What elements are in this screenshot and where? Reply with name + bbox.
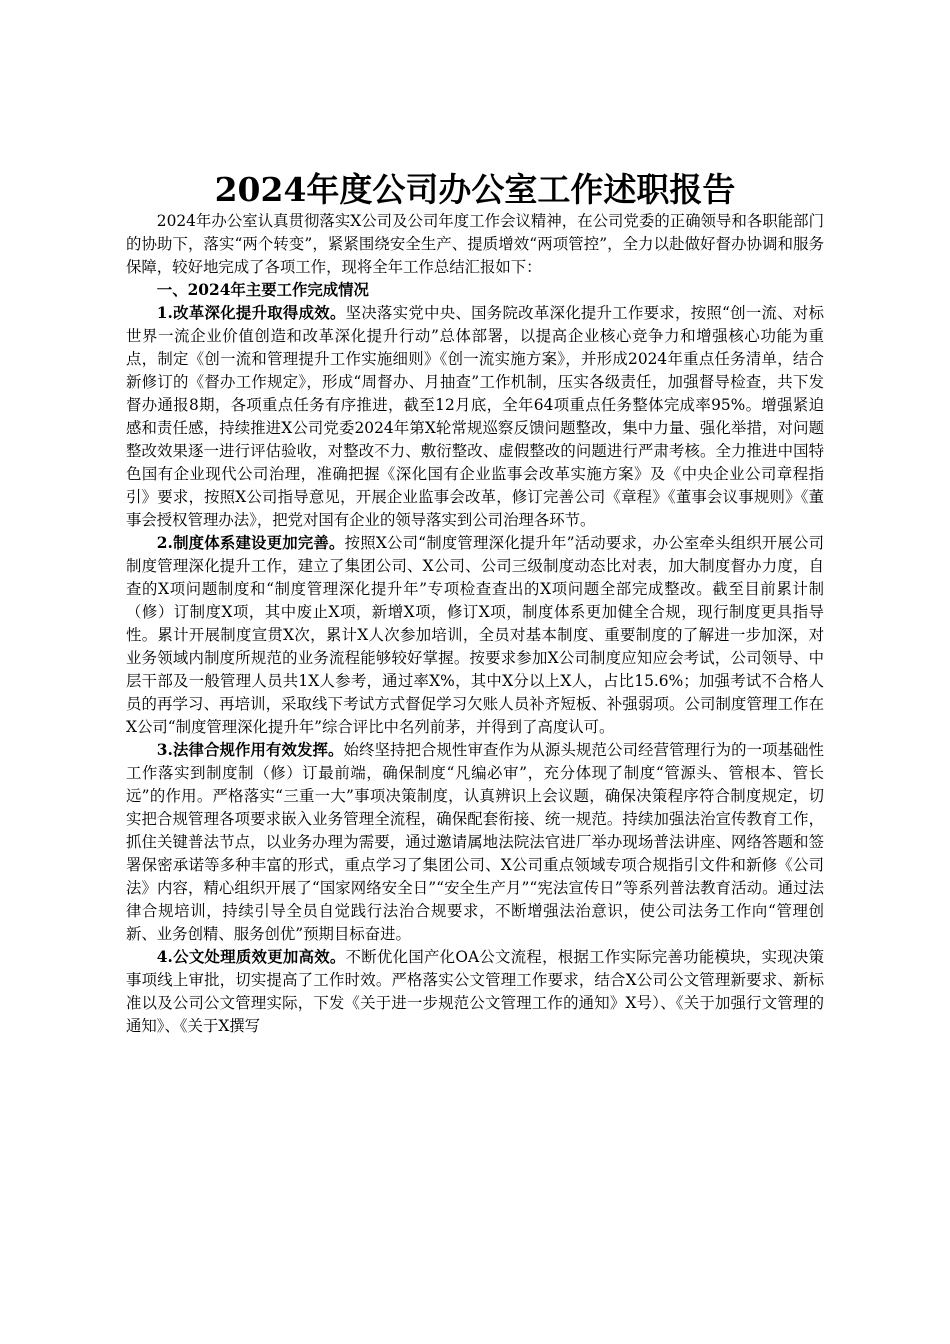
item-paragraph-4	[126, 946, 824, 1038]
intro-paragraph: 2024年办公室认真贯彻落实X公司及公司年度工作会议精神，在公司党委的正确领导和各职能部门的协助下，落实“两个转变”，紧紧围绕安全生产、提质增效“两项管控”，全力以赴做好督办协调和服务保障，较好地完成了各项工作，现将全年工作总结汇报如下：	[126, 212, 824, 276]
item-paragraph-3	[126, 739, 824, 946]
item-text: 坚决落实党中央、国务院改革深化提升工作要求，按照“创一流、对标世界一流企业价值创造和改革深化提升行动”总体部署，以提高企业核心竞争力和增强核心功能为重点，制定《创一流和管理提升工作实施细则》《创一流实施方案》，并形成2024年重点任务清单，结合新修订的《督办工作规定》，形成“周督办、月抽查”工作机制，压实各级责任，加强督导检查，共下发督办通报8期，各项重点任务有序推进，截至12月底，全年64项重点任务整体完成率95%。增强紧迫感和责任感，持续推进X公司党委2024年第X轮常规巡察反馈问题整改，集中力量、强化举措，对问题整改效果逐一进行评估验收，对整改不力、敷衍整改、虚假整改的问题进行严肃考核。全力推进中国特色国有企业现代公司治理，准确把握《深化国有企业监事会改革实施方案》及《中央企业公司章程指引》要求，按照X公司指导意见，开展企业监事会改革，修订完善公司《章程》《董事会议事规则》《董事会授权管理办法》，把党对国有企业的领导落实到公司治理各环节。	[126, 304, 824, 529]
document-body	[126, 210, 824, 1038]
item-text: 按照X公司“制度管理深化提升年”活动要求，办公室牵头组织开展公司制度管理深化提升工作，建立了集团公司、X公司、公司三级制度动态比对表，加大制度督办力度，自查的X项问题制度和“制度管理深化提升年”专项检查查出的X项问题全部完成整改。截至目前累计制（修）订制度X项，其中废止X项，新增X项，修订X项，制度体系更加健全合规，现行制度更具指导性。累计开展制度宣贯X次，累计X人次参加培训，全员对基本制度、重要制度的了解进一步加深，对业务领域内制度所规范的业务流程能够较好掌握。按要求参加X公司制度应知应会考试，公司领导、中层干部及一般管理人员共1X人参考，通过率X%，其中X分以上X人，占比15.6%；加强考试不合格人员的再学习、再培训，采取线下考试方式督促学习欠账人员补齐短板、补强弱项。公司制度管理工作在X公司“制度管理深化提升年”综合评比中名列前茅，并得到了高度认可。	[126, 534, 824, 736]
item-lead: 4.公文处理质效更加高效。	[156, 948, 346, 966]
item-paragraph-2	[126, 532, 824, 739]
item-text: 始终坚持把合规性审查作为从源头规范公司经营管理行为的一项基础性工作落实到制度制（修）订最前端，确保制度“凡编必审”，充分体现了制度“管源头、管根本、管长远”的作用。严格落实“三重一大”事项决策制度，认真辨识上会议题，确保决策程序符合制度规定，切实把合规管理各项要求嵌入业务管理全流程，确保配套衔接、统一规范。持续加强法治宣传教育工作，抓住关键普法节点，以业务办理为需要，通过邀请属地法院法官进厂举办现场普法讲座、网络答题和签署保密承诺等多种丰富的形式，重点学习了集团公司、X公司重点领域专项合规指引文件和新修《公司法》内容，精心组织开展了“国家网络安全日”“安全生产月”“宪法宣传日”等系列普法教育活动。通过法律合规培训，持续引导全员自觉践行法治合规要求，不断增强法治意识，使公司法务工作向“管理创新、业务创精、服务创优”预期目标奋进。	[126, 741, 824, 943]
item-lead: 2.制度体系建设更加完善。	[156, 534, 345, 552]
section-heading: 一、2024年主要工作完成情况	[156, 281, 369, 299]
document-title: 2024年度公司办公室工作述职报告	[214, 170, 736, 209]
item-text: 不断优化国产化OA公文流程，根据工作实际完善功能模块，实现决策事项线上审批，切实提高了工作时效。严格落实公文管理工作要求，结合X公司公文管理新要求、新标准以及公司公文管理实际，下发《关于进一步规范公文管理工作的通知》X号）、《关于加强行文管理的通知》、《关于X撰写	[126, 948, 824, 1035]
item-paragraph-1	[126, 302, 824, 532]
item-lead: 3.法律合规作用有效发挥。	[156, 741, 344, 759]
item-lead: 1.改革深化提升取得成效。	[156, 304, 346, 322]
